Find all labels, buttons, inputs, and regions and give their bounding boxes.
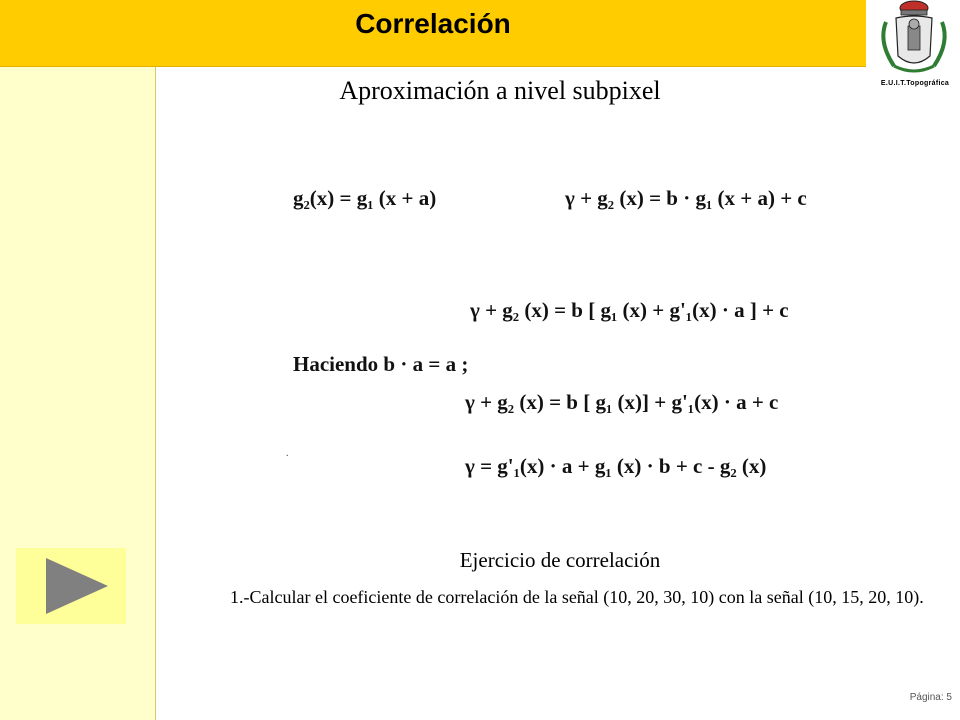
slide-title: Correlación [355,8,511,39]
page-number: Página: 5 [909,692,952,703]
equation-4: Haciendo b · a = a ; [293,352,469,376]
play-icon [16,548,126,624]
equation-5: γ + g₂ (x) = b [ g₁ (x)] + g'₁(x) · a + c [465,390,779,414]
equation-3: γ + g₂ (x) = b [ g₁ (x) + g'₁(x) · a ] + c [470,298,789,322]
play-button[interactable] [16,548,126,624]
slide-subtitle: Aproximación a nivel subpixel [339,76,661,105]
title-bar [0,0,866,67]
exercise-title: Ejercicio de correlación [459,548,661,572]
logo-caption: E.U.I.T.Topográfica [880,80,950,87]
equation-2: γ + g₂ (x) = b · g₁ (x + a) + c [565,186,807,210]
stray-dot: . [286,448,289,459]
equation-1: g₂(x) = g₁ (x + a) [293,186,437,210]
equation-6: γ = g'₁(x) · a + g₁ (x) · b + c - g₂ (x) [465,454,767,478]
exercise-text: 1.-Calcular el coeficiente de correlación de la señal (10, 20, 30, 10) con la señal (10, 15, 20, 10). [230,587,924,607]
